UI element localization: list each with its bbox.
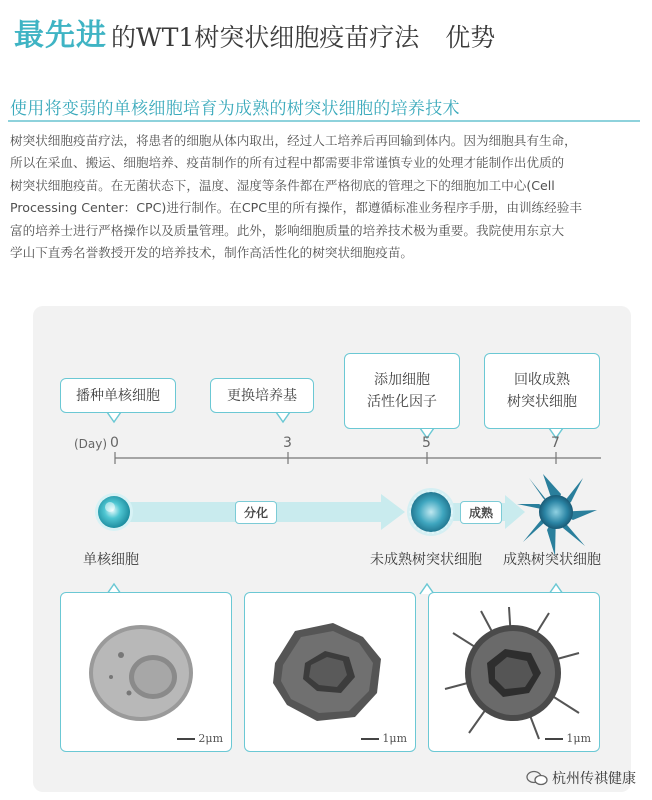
micrograph-mature-dc — [428, 592, 600, 752]
scale-bar: 2μm — [177, 732, 223, 745]
micrograph-monocyte — [60, 592, 232, 752]
step-box-seed-monocytes — [60, 378, 176, 413]
page-title — [14, 14, 495, 54]
timeline-unit-label: (Day) — [74, 437, 108, 451]
body-line: Processing Center：CPC)进行制作。在CPC里的所有操作，都遵循标准业务程序手册，由训练经验丰 — [10, 200, 582, 216]
timeline-tick-label: 3 — [283, 435, 292, 451]
process-diagram — [33, 306, 631, 792]
wechat-icon — [526, 770, 548, 786]
title-advantage: 优势 — [445, 23, 496, 52]
body-line: 树突状细胞疫苗。在无菌状态下，温度、湿度等条件都在严格彻底的管理之下的细胞加工中心(Cell — [10, 177, 555, 193]
step-label: 播种单核细胞 — [76, 387, 160, 404]
micrograph-immature-dc — [244, 592, 416, 752]
step-label: 添加细胞 — [374, 372, 430, 388]
title-highlight: 最先进 — [14, 18, 107, 53]
scale-bar: 1μm — [545, 732, 591, 745]
body-line: 树突状细胞疫苗疗法，将患者的细胞从体内取出，经过人工培养后再回输到体内。因为细胞具有生命， — [10, 133, 577, 148]
step-label: 活性化因子 — [367, 394, 437, 410]
stage-label-maturation: 成熟 — [460, 501, 502, 524]
step-box-add-activation-factor — [344, 353, 460, 429]
step-label: 更换培养基 — [227, 387, 297, 404]
section-divider — [8, 120, 640, 122]
section-heading: 使用将变弱的单核细胞培育为成熟的树突状细胞的培养技术 — [10, 99, 460, 119]
step-label: 回收成熟 — [514, 372, 570, 388]
mature-dc-micrograph-image — [429, 593, 599, 751]
body-line: 学山下直秀名誉教授开发的培养技术，制作高活性化的树突状细胞疫苗。 — [10, 245, 413, 261]
body-line: 所以在采血、搬运、细胞培养、疫苗制作的所有过程中都需要非常谨慎专业的处理才能制作出优质的 — [10, 155, 565, 171]
cell-label-immature-dc: 未成熟树突状细胞 — [370, 552, 482, 568]
mature-dendritic-cell-icon — [517, 474, 597, 556]
cell-label-monocyte: 单核细胞 — [83, 552, 139, 568]
timeline-tick-label: 5 — [422, 435, 431, 451]
body-line: 富的培养士进行严格操作以及质量管理。此外，影响细胞质量的培养技术极为重要。我院使用东京大 — [10, 222, 565, 238]
step-box-collect-mature-dc — [484, 353, 600, 429]
step-box-change-medium — [210, 378, 314, 413]
monocyte-cell-icon — [95, 493, 133, 531]
cell-label-mature-dc: 成熟树突状细胞 — [503, 552, 601, 568]
title-text: 的WT1树突状细胞疫苗疗法 — [111, 23, 420, 52]
step-label: 树突状细胞 — [507, 394, 577, 410]
timeline-tick-label: 0 — [110, 435, 119, 451]
watermark-text: 杭州传祺健康 — [552, 771, 636, 787]
body-paragraph — [10, 130, 640, 264]
timeline-tick-label: 7 — [551, 435, 560, 451]
immature-dendritic-cell-icon — [407, 488, 455, 536]
immature-dc-micrograph-image — [245, 593, 415, 751]
scale-bar: 1μm — [361, 732, 407, 745]
monocyte-micrograph-image — [61, 593, 231, 751]
stage-label-differentiation: 分化 — [235, 501, 277, 524]
watermark — [526, 768, 636, 788]
